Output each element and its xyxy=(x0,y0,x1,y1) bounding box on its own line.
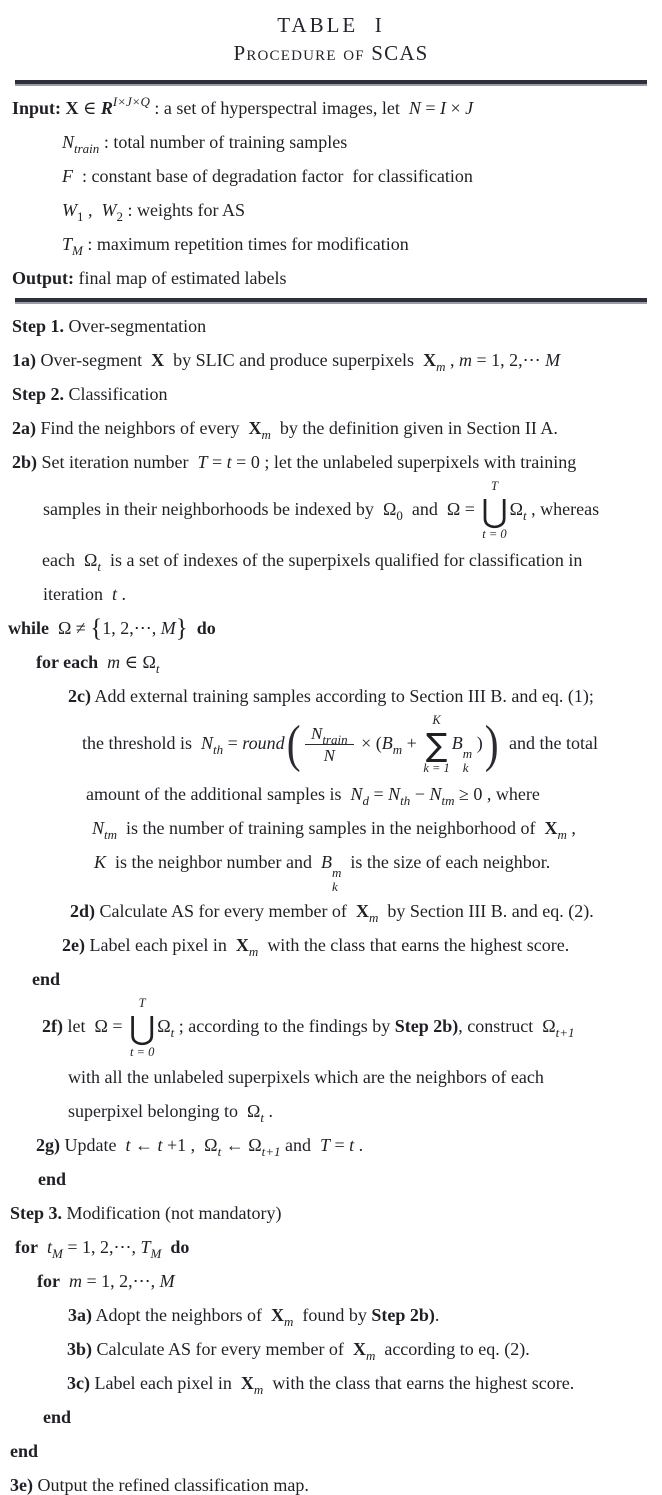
text-segment: X xyxy=(248,418,262,438)
input-output-block xyxy=(0,86,662,295)
text-segment: th xyxy=(213,741,224,757)
text-segment: N xyxy=(350,783,363,804)
text-segment: × ( xyxy=(356,732,382,753)
text-segment: Adopt the neighbors of xyxy=(92,1305,271,1326)
text-segment: amount of the additional samples is xyxy=(86,783,351,804)
text-segment: . xyxy=(117,583,126,604)
algo-line xyxy=(0,1230,660,1264)
union-symbol: ⋃ xyxy=(129,1008,156,1047)
text-segment: ∈ xyxy=(120,651,143,672)
math-supsub xyxy=(332,866,341,895)
text-segment: Step 1. xyxy=(12,316,65,336)
text-segment: 3e) xyxy=(10,1475,33,1495)
text-segment: } xyxy=(175,614,188,642)
algo-line xyxy=(0,159,660,193)
text-segment: = xyxy=(207,452,227,472)
text-segment: t xyxy=(111,583,117,604)
text-segment: t xyxy=(155,660,160,676)
text-segment: = xyxy=(368,783,389,804)
text-segment: X xyxy=(270,1305,284,1326)
algorithm-body xyxy=(0,304,662,1495)
text-segment: Label each pixel in xyxy=(89,1373,241,1394)
algo-line xyxy=(0,1094,660,1128)
text-segment: = xyxy=(420,98,441,118)
algo-line xyxy=(0,1196,660,1230)
text-segment: with all the unlabeled superpixels which are the neighbors of each xyxy=(68,1067,544,1088)
text-segment: N xyxy=(408,98,421,118)
algo-line xyxy=(0,125,660,159)
text-segment: end xyxy=(32,969,61,990)
algo-line xyxy=(0,261,660,295)
algo-line xyxy=(0,1298,660,1332)
algo-line xyxy=(0,343,660,377)
text-segment: , xyxy=(566,817,576,838)
text-segment: 2c) xyxy=(68,685,91,706)
text-segment: 1, 2,⋯, xyxy=(102,617,161,638)
algo-line xyxy=(0,1468,660,1495)
text-segment: samples in their neighborhoods be indexed by xyxy=(43,499,383,520)
text-segment: t xyxy=(217,1144,222,1160)
text-segment: tm xyxy=(441,792,455,808)
text-segment: M xyxy=(150,1246,162,1262)
text-segment xyxy=(161,1237,170,1257)
text-segment: . xyxy=(354,1135,364,1156)
text-segment: I×J×Q xyxy=(112,94,150,109)
text-segment: t xyxy=(46,1237,52,1258)
algo-line xyxy=(0,1128,660,1162)
limit-upper: K xyxy=(432,712,441,727)
text-segment: m xyxy=(365,1348,376,1364)
text-segment: is a set of indexes of the superpixels qualified for classification in xyxy=(100,549,583,570)
text-segment: end xyxy=(38,1169,67,1190)
text-segment: is the size of each neighbor. xyxy=(341,851,551,872)
math-union-operator xyxy=(129,996,155,1060)
text-segment xyxy=(38,1237,47,1257)
text-segment: M xyxy=(545,350,561,370)
text-segment: t xyxy=(260,1110,264,1126)
text-segment: X xyxy=(355,901,369,922)
text-segment: found by xyxy=(293,1305,372,1326)
text-segment: end xyxy=(10,1441,39,1462)
text-segment: Step 2. xyxy=(12,384,65,404)
text-segment: × xyxy=(446,98,466,118)
text-segment: B xyxy=(381,732,393,753)
algo-line xyxy=(0,479,660,543)
text-segment: T xyxy=(140,1237,151,1258)
text-segment: m xyxy=(392,741,403,757)
text-segment: train xyxy=(322,731,348,747)
text-segment: 2d) xyxy=(70,901,96,922)
text-segment: M xyxy=(72,243,83,258)
text-segment: Ω = xyxy=(94,1016,128,1037)
text-segment: T xyxy=(62,234,73,254)
text-segment xyxy=(98,652,107,672)
text-segment: t xyxy=(523,508,527,524)
algo-line xyxy=(0,611,660,645)
text-segment: m xyxy=(248,944,259,960)
text-segment: by the definition given in Section II A. xyxy=(270,418,558,438)
text-segment: . xyxy=(434,1305,440,1326)
text-segment: N xyxy=(429,783,442,804)
text-segment: do xyxy=(196,617,216,638)
text-segment: t+1 xyxy=(555,1025,575,1041)
text-segment: X xyxy=(352,1339,366,1360)
text-segment: = 1, 2,⋯ xyxy=(471,350,546,370)
text-segment: ; according to the findings by xyxy=(174,1016,395,1037)
text-segment: and xyxy=(402,499,447,520)
text-segment: m xyxy=(261,427,271,442)
text-segment: : total number of training samples xyxy=(99,132,348,152)
text-segment: W xyxy=(101,200,117,220)
text-segment: Classification xyxy=(64,384,168,404)
text-segment: 1 xyxy=(77,209,84,224)
sum-symbol: ∑ xyxy=(425,725,448,764)
union-symbol: ⋃ xyxy=(481,491,508,530)
text-segment: 2b) xyxy=(12,452,38,472)
text-segment: Ω xyxy=(248,1135,262,1156)
algo-line: the threshold is $N_{th}$ = round( $\frac{N_{train}}{N}$ × ($B_m$ + K ∑ k = 1 B m k )) and the total xyxy=(82,712,598,776)
algo-line xyxy=(0,1332,660,1366)
algo-line xyxy=(0,962,660,996)
text-segment: Over-segment xyxy=(36,350,152,370)
algo-line xyxy=(0,377,660,411)
text-segment: +1 , xyxy=(162,1135,205,1156)
text-segment: 3b) xyxy=(67,1339,93,1360)
text-segment: X xyxy=(544,817,558,838)
math-sum-operator xyxy=(423,713,449,777)
text-segment: t xyxy=(97,558,101,574)
text-segment: t xyxy=(125,1135,131,1156)
text-segment: , xyxy=(445,350,459,370)
text-segment: m xyxy=(283,1314,294,1330)
text-segment: while xyxy=(8,617,50,638)
text-segment: : a set of hyperspectral images, let xyxy=(149,98,409,118)
text-segment: Ω xyxy=(142,651,156,672)
text-segment: round xyxy=(242,732,285,753)
text-segment: { xyxy=(90,614,103,642)
text-segment: tm xyxy=(104,826,118,842)
text-segment: : weights for AS xyxy=(123,200,246,220)
algo-line xyxy=(0,577,660,611)
text-segment: = xyxy=(223,732,243,753)
text-segment: 2g) xyxy=(36,1135,60,1156)
text-segment: N xyxy=(62,132,75,152)
supsub-subscript: k xyxy=(462,760,469,776)
text-segment: m xyxy=(107,651,121,672)
limit-lower: t = 0 xyxy=(482,527,507,542)
text-segment: T xyxy=(319,1135,330,1156)
text-segment: th xyxy=(400,792,411,808)
text-segment: J xyxy=(465,98,474,118)
text-segment: M xyxy=(159,1271,175,1292)
text-segment: Set iteration number xyxy=(37,452,198,472)
fraction-numerator xyxy=(305,724,354,746)
text-segment: = 1, 2,⋯, xyxy=(62,1237,141,1258)
text-segment: N xyxy=(92,817,105,838)
text-segment: ∈ xyxy=(78,98,101,118)
text-segment: Ω = xyxy=(446,499,480,520)
algo-line xyxy=(0,928,660,962)
text-segment: for xyxy=(15,1237,38,1258)
algo-line xyxy=(0,1366,660,1400)
algo-line xyxy=(0,445,660,479)
text-segment: and xyxy=(280,1135,320,1156)
text-segment: train xyxy=(74,141,100,156)
text-segment: by Section III B. and eq. (2). xyxy=(378,901,594,922)
math-supsub xyxy=(463,747,472,776)
text-segment: N xyxy=(388,783,401,804)
text-segment: : constant base of degradation factor for classification xyxy=(73,166,473,186)
text-segment: W xyxy=(62,200,77,220)
math-union-operator xyxy=(481,479,507,543)
text-segment: and the total xyxy=(500,732,598,753)
text-segment: Add external training samples according to Section III B. and eq. (1); xyxy=(90,685,594,706)
text-segment: Step 3. xyxy=(10,1203,63,1224)
text-segment: is the neighbor number and xyxy=(106,851,321,872)
text-segment: superpixel belonging to xyxy=(68,1101,247,1122)
text-segment: Input: xyxy=(12,98,66,118)
text-segment: B xyxy=(451,732,463,753)
text-segment: ≥ 0 , where xyxy=(454,783,540,804)
text-segment: N xyxy=(201,732,214,753)
supsub-subscript: k xyxy=(331,879,338,895)
text-segment: 2a) xyxy=(12,418,36,438)
text-segment: 2f) xyxy=(42,1016,63,1037)
algo-line xyxy=(0,193,660,227)
text-segment: Over-segmentation xyxy=(64,316,207,336)
algo-line xyxy=(0,227,660,261)
text-segment: M xyxy=(52,1246,63,1262)
limit-lower: k = 1 xyxy=(423,761,450,776)
text-segment: for xyxy=(37,1271,60,1292)
text-segment: − xyxy=(410,783,430,804)
text-segment xyxy=(188,618,197,638)
text-segment: X xyxy=(240,1373,254,1394)
algo-line xyxy=(0,543,660,577)
text-segment: = 0 ; let the unlabeled superpixels with training xyxy=(231,452,577,472)
text-segment: ← xyxy=(130,1135,158,1156)
algo-line xyxy=(0,1264,660,1298)
text-segment: do xyxy=(170,1237,190,1258)
text-segment: Step 2b) xyxy=(394,1016,459,1037)
text-segment: m xyxy=(557,826,567,842)
algo-line xyxy=(0,1434,660,1468)
text-segment: R xyxy=(100,98,113,118)
text-segment: is the number of training samples in the neighborhood of xyxy=(117,817,545,838)
algo-line xyxy=(0,845,660,895)
text-segment: end xyxy=(43,1407,72,1428)
text-segment: m xyxy=(253,1382,264,1398)
text-segment: with the class that earns the highest score. xyxy=(258,935,570,956)
text-segment: Ω ≠ xyxy=(49,617,91,638)
text-segment: m xyxy=(368,910,379,926)
text-segment: 1a) xyxy=(12,350,36,370)
algo-line xyxy=(0,811,660,845)
text-segment: Update xyxy=(60,1135,126,1156)
text-segment: by SLIC and produce superpixels xyxy=(164,350,424,370)
algo-line xyxy=(0,1060,660,1094)
text-segment: : maximum repetition times for modification xyxy=(82,234,409,254)
text-segment: final map of estimated labels xyxy=(74,268,287,288)
text-segment: Output the refined classification map. xyxy=(32,1475,309,1495)
text-segment: I xyxy=(440,98,447,118)
text-segment: + xyxy=(402,732,422,753)
text-segment: F xyxy=(62,166,73,186)
text-segment: Step 2b) xyxy=(371,1305,435,1326)
algo-line xyxy=(0,309,660,343)
text-segment: m xyxy=(68,1271,82,1292)
text-segment: K xyxy=(94,851,107,872)
text-segment: 3c) xyxy=(67,1373,90,1394)
text-segment: Ω xyxy=(83,549,98,570)
text-segment: T xyxy=(197,452,208,472)
text-segment: , whereas xyxy=(526,499,600,520)
text-segment: B xyxy=(320,851,332,872)
text-segment: t xyxy=(349,1135,355,1156)
text-segment: 0 xyxy=(396,508,403,524)
algo-line xyxy=(0,679,660,713)
text-segment: with the class that earns the highest score. xyxy=(263,1373,575,1394)
text-segment: X xyxy=(65,98,79,118)
text-segment: the threshold is xyxy=(82,732,201,753)
text-segment: ← xyxy=(221,1135,249,1156)
limit-lower: t = 0 xyxy=(129,1044,155,1059)
text-segment: Ω xyxy=(157,1016,171,1037)
text-segment: m xyxy=(436,359,446,374)
text-segment: Output: xyxy=(12,268,75,288)
text-segment: m xyxy=(458,350,472,370)
fraction-denominator xyxy=(324,745,335,766)
text-segment: according to eq. (2). xyxy=(375,1339,530,1360)
text-segment: N xyxy=(310,723,323,743)
text-segment: 2 xyxy=(116,209,123,224)
text-segment: 3a) xyxy=(68,1305,92,1326)
text-segment: = xyxy=(329,1135,350,1156)
algo-line xyxy=(0,894,660,928)
text-segment: M xyxy=(160,617,176,638)
text-segment: t xyxy=(170,1025,175,1041)
text-segment: iteration xyxy=(43,583,112,604)
algo-line xyxy=(0,91,660,125)
text-segment: Modification (not mandatory) xyxy=(62,1203,282,1224)
text-segment: Find the neighbors of every xyxy=(36,418,249,438)
text-segment: let xyxy=(63,1016,95,1037)
text-segment: Ω xyxy=(542,1016,556,1037)
math-fraction xyxy=(305,724,354,766)
text-segment: 2e) xyxy=(62,935,85,956)
text-segment: Ω xyxy=(246,1101,261,1122)
text-segment: Ω xyxy=(204,1135,218,1156)
text-segment: Calculate AS for every member of xyxy=(95,901,356,922)
text-segment: = 1, 2,⋯, xyxy=(81,1271,160,1292)
algo-line xyxy=(0,996,660,1060)
supsub-superscript: m xyxy=(331,864,342,880)
text-segment: X xyxy=(423,350,437,370)
algo-line xyxy=(0,1162,660,1196)
text-segment: Ω xyxy=(382,499,397,520)
algo-line xyxy=(0,777,660,811)
algo-line xyxy=(0,645,660,679)
table-caption: Procedure of SCAS xyxy=(233,41,429,65)
text-segment: for each xyxy=(36,651,99,672)
text-segment: X xyxy=(151,350,165,370)
text-segment: , xyxy=(83,200,102,220)
text-segment: . xyxy=(264,1101,273,1122)
limit-upper: T xyxy=(491,479,498,493)
algo-line xyxy=(0,411,660,445)
table-label: TABLE I xyxy=(277,13,385,37)
supsub-superscript: m xyxy=(462,745,473,761)
text-segment: Ω xyxy=(509,499,523,520)
algo-line xyxy=(0,1400,660,1434)
text-segment: t xyxy=(157,1135,163,1156)
text-segment: Label each pixel in xyxy=(84,935,236,956)
text-segment: X xyxy=(235,935,249,956)
text-segment: ) xyxy=(472,732,483,753)
text-segment xyxy=(60,1271,69,1291)
text-segment: t+1 xyxy=(261,1144,281,1160)
text-segment: each xyxy=(42,549,84,570)
table-header xyxy=(0,0,662,66)
text-segment: Calculate AS for every member of xyxy=(92,1339,353,1360)
text-segment: t xyxy=(226,452,232,472)
limit-upper: T xyxy=(138,996,146,1011)
text-segment: N xyxy=(323,746,335,766)
text-segment: d xyxy=(362,792,369,808)
text-segment: , construct xyxy=(458,1016,543,1037)
